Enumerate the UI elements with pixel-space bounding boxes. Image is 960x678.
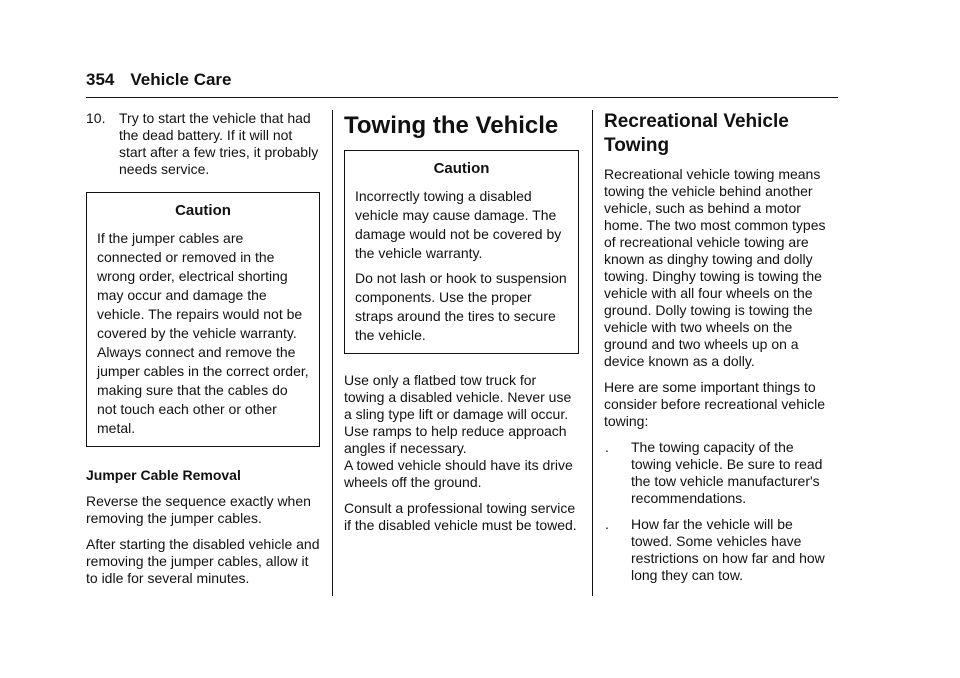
paragraph: Here are some important things to consider before recreational vehicle towing: <box>604 379 826 429</box>
bullet-marker: . <box>605 439 609 455</box>
page-header <box>86 70 838 90</box>
bullet-text: How far the vehicle will be towed. Some vehicles have restrictions on how far and how long they can tow. <box>631 516 825 583</box>
heading-recreational-vehicle-towing: Recreational Vehicle Towing <box>604 111 789 156</box>
column-divider-1 <box>332 110 333 596</box>
numbered-step <box>86 110 320 178</box>
heading-towing-the-vehicle: Towing the Vehicle <box>344 112 559 139</box>
column-1 <box>86 110 320 596</box>
column-2 <box>344 110 579 543</box>
bullet-marker: . <box>605 516 609 532</box>
caution-text: Incorrectly towing a disabled vehicle may cause damage. The damage would not be covered by the vehicle warranty. <box>355 188 562 261</box>
paragraph: Reverse the sequence exactly when removing the jumper cables. <box>86 493 311 526</box>
caution-title: Caution <box>433 160 490 177</box>
paragraph: Use only a flatbed tow truck for towing a disabled vehicle. Never use a sling type lift or damage will occur. Use ramps to help reduce approach angles if necessary. <box>344 372 572 456</box>
caution-box-jumper <box>86 192 320 447</box>
caution-box-towing <box>344 150 579 354</box>
section-title: Vehicle Care <box>130 70 232 89</box>
bullet-text: The towing capacity of the towing vehicle. Be sure to read the tow vehicle manufacturer's recommendations. <box>631 439 823 506</box>
subheading-jumper-cable-removal: Jumper Cable Removal <box>86 467 241 483</box>
header-rule <box>86 97 838 98</box>
paragraph: After starting the disabled vehicle and removing the jumper cables, allow it to idle for several minutes. <box>86 536 320 586</box>
page-number: 354 <box>86 70 115 89</box>
paragraph: Consult a professional towing service if the disabled vehicle must be towed. <box>344 500 577 533</box>
step-text: Try to start the vehicle that had the dead battery. If it will not start after a few tries, it probably needs service. <box>119 110 319 177</box>
step-number: 10. <box>86 110 106 126</box>
column-divider-2 <box>592 110 593 596</box>
paragraph: Recreational vehicle towing means towing the vehicle behind another vehicle, such as behind a motor home. The two most common types of recreational vehicle towing are known as dinghy towing and dolly towing. Dinghy towing is towing the vehicle with all four wheels on the ground. Dolly towing is towing the vehicle with two wheels on the ground and two wheels up on a device known as a dolly. <box>604 166 826 369</box>
paragraph: A towed vehicle should have its drive wheels off the ground. <box>344 457 573 490</box>
list-item <box>604 439 836 507</box>
caution-text: Do not lash or hook to suspension components. Use the proper straps around the tires to secure the vehicle. <box>355 270 567 343</box>
caution-title: Caution <box>175 202 231 219</box>
list-item <box>604 516 836 584</box>
column-3 <box>604 110 836 593</box>
caution-text: If the jumper cables are connected or removed in the wrong order, electrical shorting may occur and damage the vehicle. The repairs would not be covered by the vehicle warranty. Always connect and remove the jumper cables in the correct order, making sure that the cables do not touch each other or other metal. <box>97 230 309 436</box>
